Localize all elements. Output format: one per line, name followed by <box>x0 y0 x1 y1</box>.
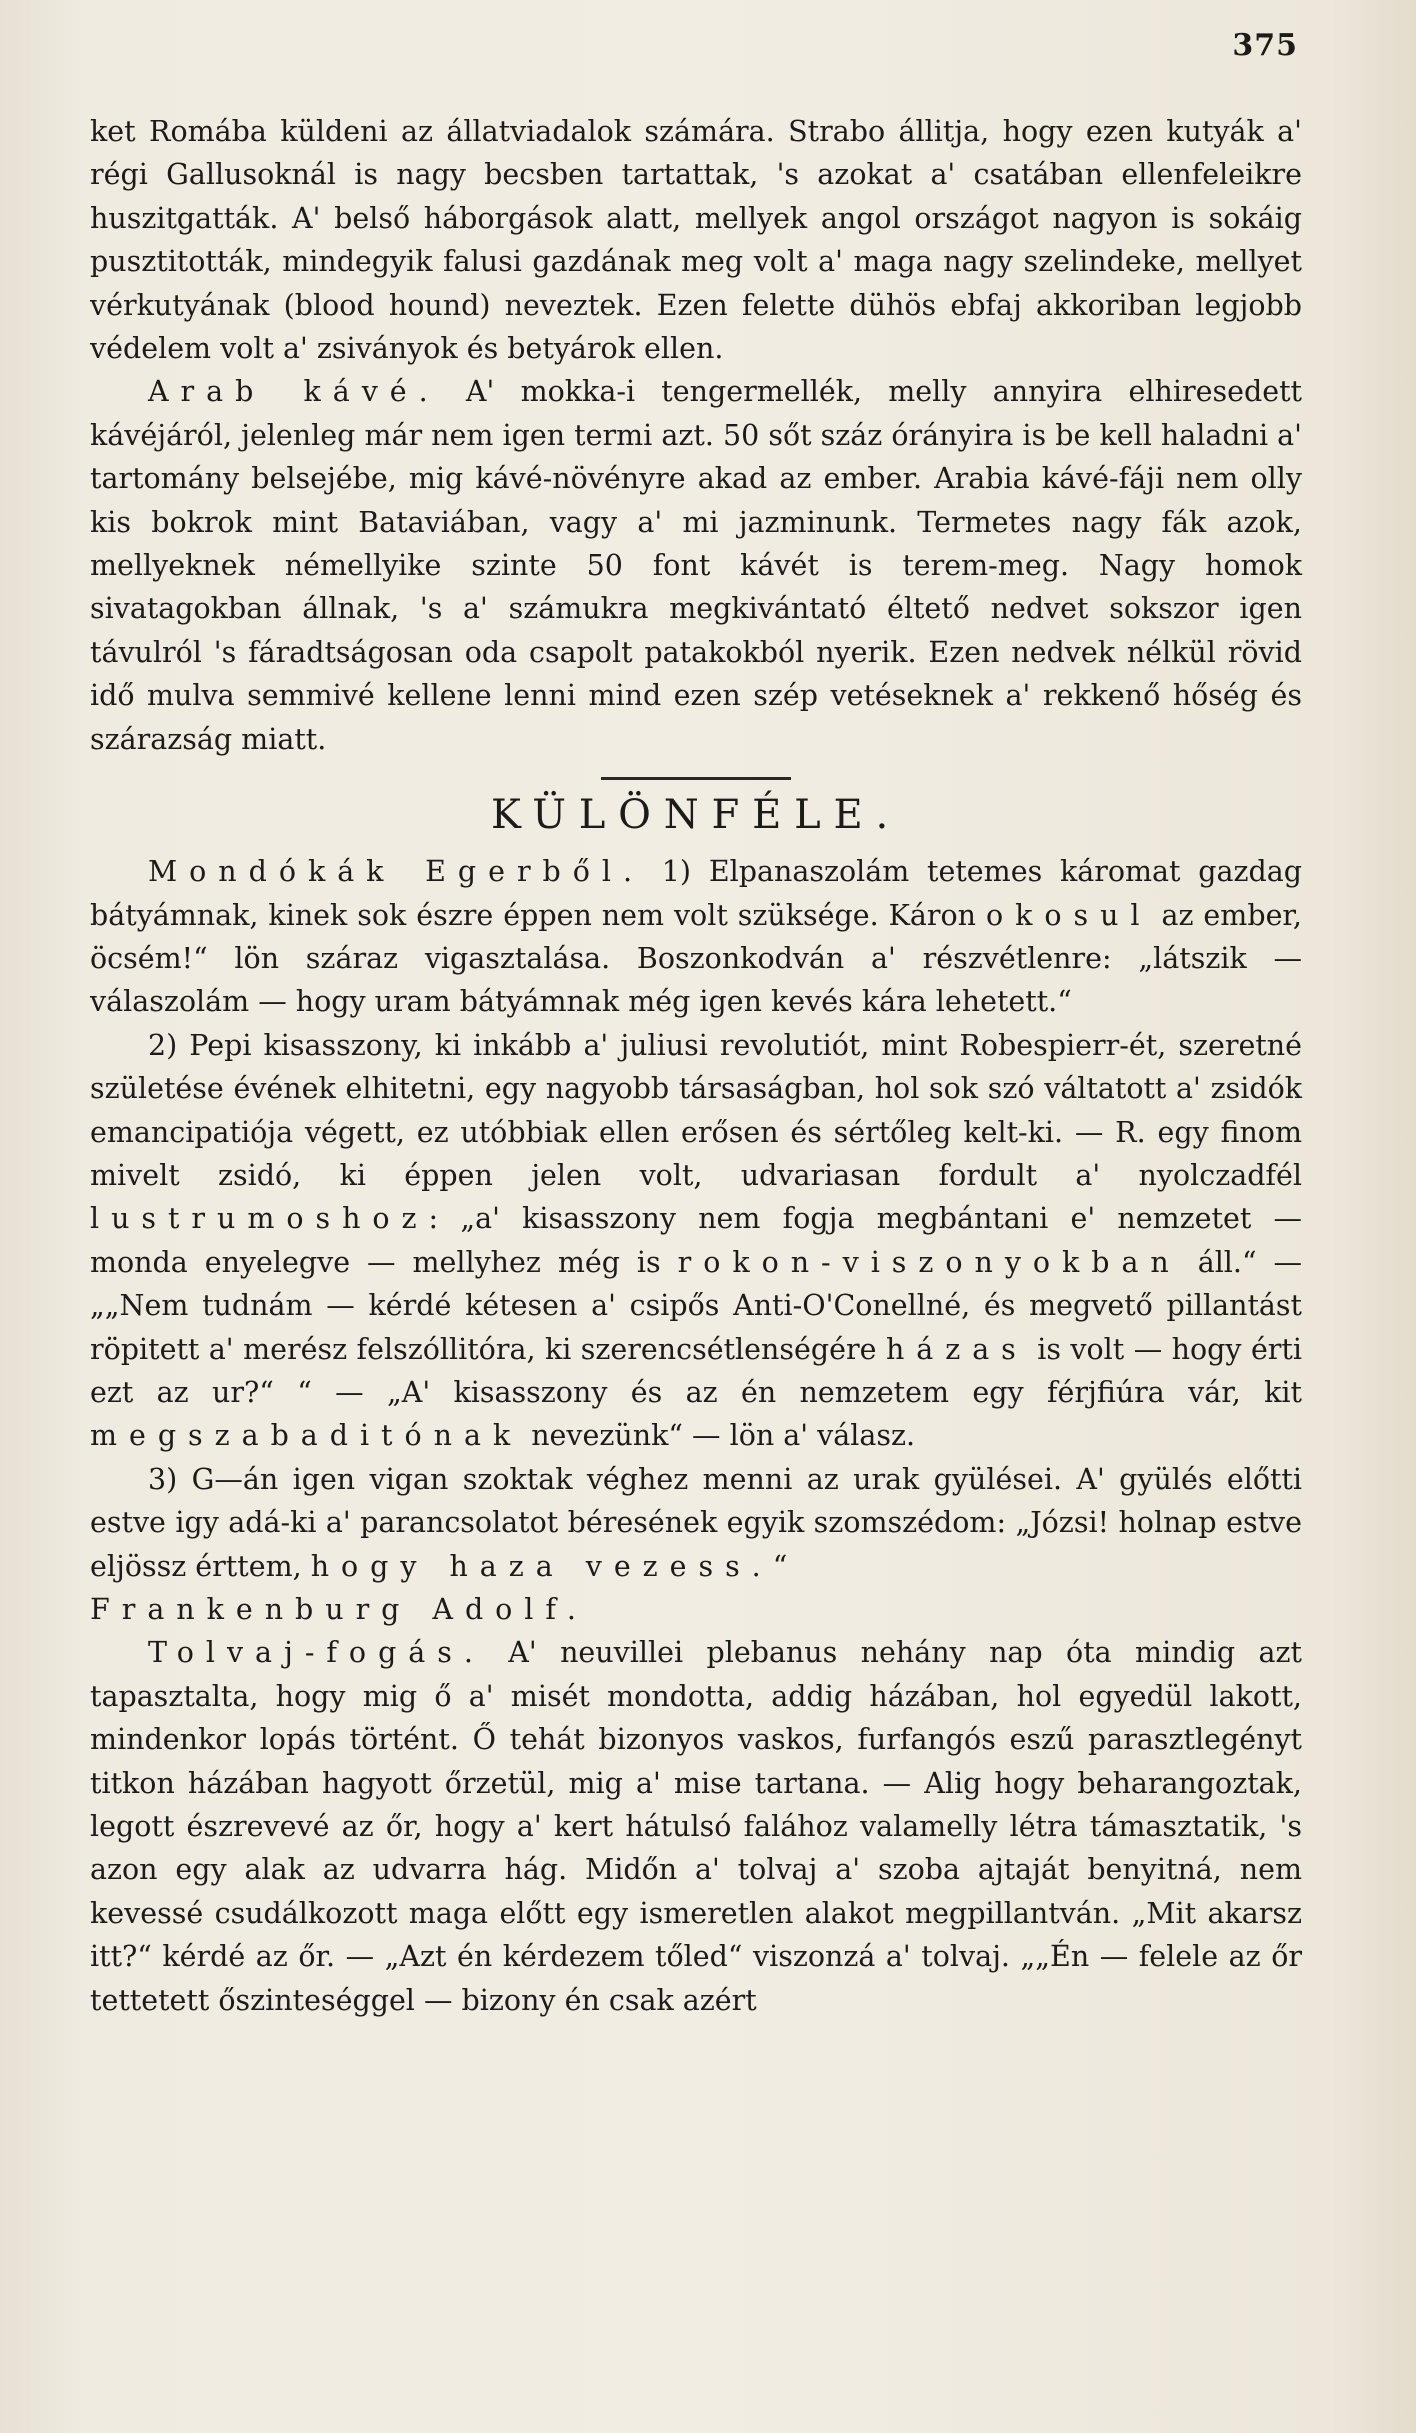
paragraph-dogs: ket Romába küldeni az állatviadalok számára. Strabo állitja, hogy ezen kutyák a' régi Gallusoknál is nagy becsben tartattak, 's azokat a' csatában ellenfeleikre huszitgatták. A' belső háborgások alatt, mellyek angol országot nagyon is sokáig pusztitották, mindegyik falusi gazdának meg volt a' maga nagy szelindeke, mellyet vérkutyának (blood hound) neveztek. Ezen felette dühös ebfaj akkoriban legjobb védelem volt a' zsiványok és betyárok ellen. <box>90 115 1302 366</box>
paragraph-arab-coffee: Arab kávé. A' mokka-i tengermellék, melly annyira elhiresedett kávéjáról, jelenleg már nem igen termi azt. 50 sőt száz órányira is be kell haladni a' tartomány belsejébe, mig kávé-növényre akad az ember. Arabia kávé-fáji nem olly kis bokrok mint Bataviában, vagy a' mi jazminunk. Termetes nagy fák azok, mellyeknek némellyike szinte 50 font kávét is terem-meg. Nagy homok sivatagokban állnak, 's a' számukra megkivántató éltető nedvet sokszor igen távulról 's fáradtságosan oda csapolt patakokból nyerik. Ezen nedvek nélkül rövid idő mulva semmivé kellene lenni mind ezen szép vetéseknek a' rekkenő hőség és szárazság miatt. <box>90 375 1302 756</box>
page-number: 375 <box>1232 28 1298 63</box>
heading-tolvaj-fogas: Tolvaj-fogás. <box>148 1636 485 1670</box>
heading-arab-coffee: Arab kávé. <box>148 375 440 409</box>
paragraph-mondokak-1: Mondókák Egerből. 1) Elpanaszolám tetemes káromat gazdag bátyámnak, kinek sok észre éppen nem volt szüksége. Káron okosul az ember, öcsém!“ lön száraz vigasztalása. Boszonkodván a' részvétlenre: „látszik — válaszolám — hogy uram bátyámnak még igen kevés kára lehetett.“ <box>90 855 1302 1019</box>
page-text <box>90 110 1302 2022</box>
section-divider <box>601 777 791 780</box>
author-signature: Frankenburg Adolf. <box>90 1593 588 1626</box>
paragraph-mondokak-2: 2) Pepi kisasszony, ki inkább a' juliusi revolutiót, mint Robespierr-ét, szeretné születése évének elhitetni, egy nagyobb társaságban, hol sok szó váltatott a' zsidók emancipatiója végett, ez utóbbiak ellen erősen és sértőleg kelt-ki. — R. egy finom mivelt zsidó, ki éppen jelen volt, udvariasan fordult a' nyolczadfél lustrumoshoz: „a' kisasszony nem fogja megbántani e' nemzetet — monda enyelegve — mellyhez még is rokon-viszonyokban áll.“ — „„Nem tudnám — kérdé kétesen a' csipős Anti-O'Conellné, és megvető pillantást röpitett a' merész felszóllitóra, ki szerencsétlenségére házas is volt — hogy érti ezt az ur?“ “ — „A' kisasszony és az én nemzetem egy férjfiúra vár, kit megszabaditónak nevezünk“ — lön a' válasz. <box>90 1028 1303 1453</box>
paragraph-tolvaj-fogas: Tolvaj-fogás. A' neuvillei plebanus nehány nap óta mindig azt tapasztalta, hogy mig ő a' misét mondotta, addig házában, hol egyedül lakott, mindenkor lopás történt. Ő tehát bizonyos vaskos, furfangós eszű parasztlegényt titkon házában hagyott őrzetül, mig a' mise tartana. — Alig hogy beharangoztak, legott észrevevé az őr, hogy a' kert hátulsó falához valamelly létra támasztatik, 's azon egy alak az udvarra hág. Midőn a' tolvaj a' szoba ajtaját benyitná, nem kevessé csudálkozott maga előtt egy ismeretlen alakot megpillantván. „Mit akarsz itt?“ kérdé az őr. — „Azt én kérdezem tőled“ viszonzá a' tolvaj. „„Én — felele az őr tettetett őszinteséggel — bizony én csak azért <box>90 1636 1302 2017</box>
section-title: KÜLÖNFÉLE. <box>491 792 901 839</box>
paragraph-mondokak-3: 3) G—án igen vigan szoktak véghez menni az urak gyülései. A' gyülés előtti estve igy adá-ki a' parancsolatot béresének egyik szomszédom: „Józsi! holnap estve eljössz érttem, hogy haza vezess.“ <box>90 1462 1302 1583</box>
heading-mondokak: Mondókák Egerből. <box>148 855 645 889</box>
